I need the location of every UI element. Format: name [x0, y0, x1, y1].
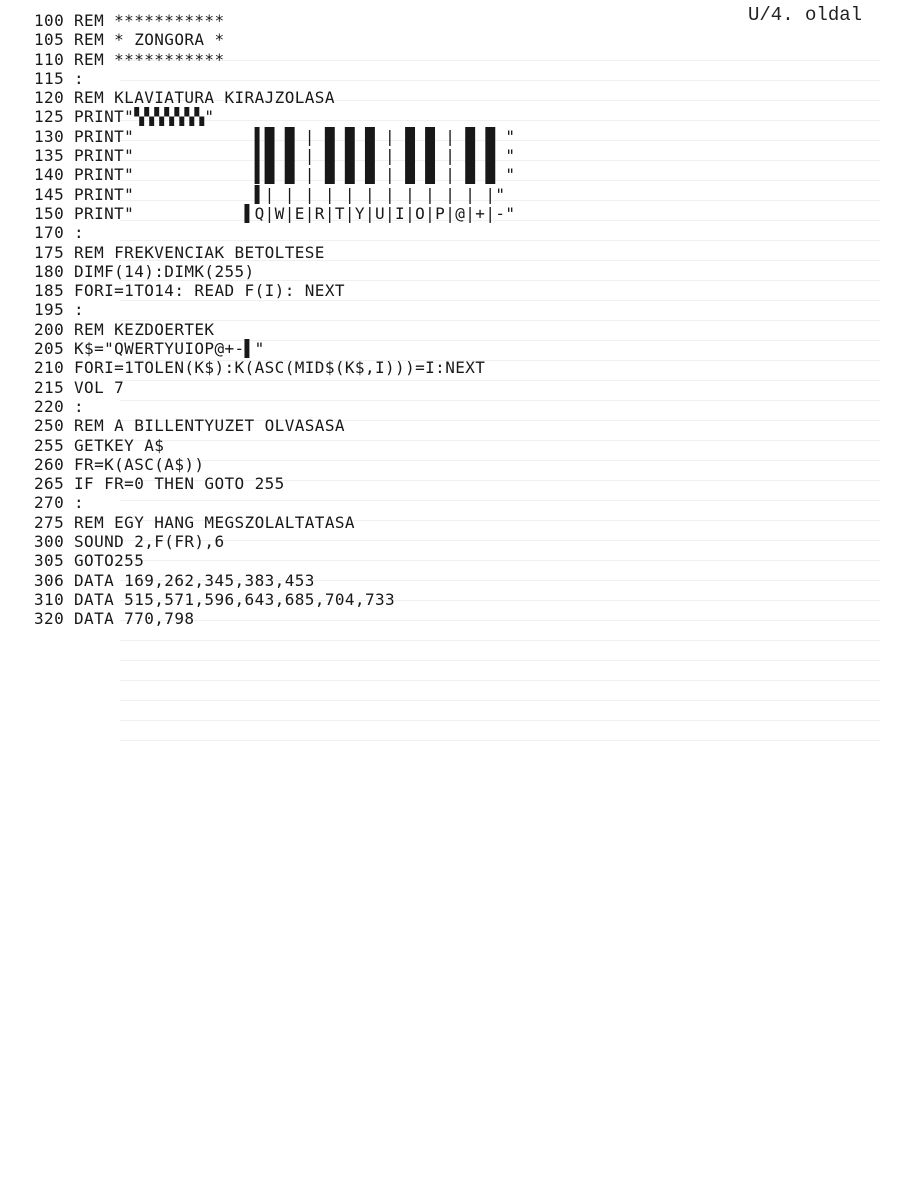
basic-program-listing [34, 11, 674, 629]
code-statement: REM *********** [74, 49, 225, 69]
line-number: 145 [34, 184, 65, 204]
code-line [34, 300, 674, 319]
code-statement: DIMF(14):DIMK(255) [74, 261, 255, 281]
code-statement: PRINT" ▌█ █ | █ █ █ | █ █ | █ █ " [74, 165, 516, 185]
line-number: 135 [34, 146, 65, 166]
code-statement: PRINT" ▌█ █ | █ █ █ | █ █ | █ █ " [74, 126, 516, 146]
line-number: 110 [34, 49, 65, 69]
line-number: 170 [34, 223, 65, 243]
code-line [34, 493, 674, 512]
code-line [34, 146, 674, 165]
code-statement: REM *********** [74, 11, 225, 30]
code-line [34, 551, 674, 570]
code-statement: PRINT" ▌| | | | | | | | | | | |" [74, 184, 506, 204]
code-line [34, 455, 674, 474]
line-number: 305 [34, 551, 65, 571]
code-line [34, 50, 674, 69]
line-number: 195 [34, 300, 65, 320]
line-number: 100 [34, 11, 65, 30]
code-line [34, 532, 674, 551]
code-statement: REM FREKVENCIAK BETOLTESE [74, 242, 325, 262]
code-line [34, 107, 674, 126]
line-number: 310 [34, 589, 65, 609]
code-statement: DATA 770,798 [74, 609, 195, 629]
code-line [34, 397, 674, 416]
line-number: 105 [34, 30, 65, 50]
line-number: 220 [34, 396, 65, 416]
line-number: 260 [34, 454, 65, 474]
code-statement: GOTO255 [74, 551, 145, 571]
line-number: 175 [34, 242, 65, 262]
code-line [34, 571, 674, 590]
code-statement: REM * ZONGORA * [74, 30, 225, 50]
line-number: 306 [34, 570, 65, 590]
code-statement: REM KLAVIATURA KIRAJZOLASA [74, 88, 335, 108]
code-line [34, 416, 674, 435]
code-statement: IF FR=0 THEN GOTO 255 [74, 474, 285, 494]
code-statement: K$="QWERTYUIOP@+-▌" [74, 339, 265, 359]
code-statement: REM KEZDOERTEK [74, 319, 215, 339]
code-line [34, 378, 674, 397]
code-statement: : [74, 223, 85, 243]
code-statement: VOL 7 [74, 377, 125, 397]
code-line [34, 436, 674, 455]
line-number: 255 [34, 435, 65, 455]
code-line [34, 11, 674, 30]
code-line [34, 339, 674, 358]
code-line [34, 69, 674, 88]
code-line [34, 474, 674, 493]
code-line [34, 609, 674, 628]
line-number: 270 [34, 493, 65, 513]
line-number: 210 [34, 358, 65, 378]
code-line [34, 88, 674, 107]
code-line [34, 281, 674, 300]
line-number: 320 [34, 609, 65, 629]
code-line [34, 30, 674, 49]
code-line [34, 223, 674, 242]
code-line [34, 320, 674, 339]
code-statement: PRINT"▚▚▚▚▚▚▚" [74, 107, 215, 127]
code-statement: FR=K(ASC(A$)) [74, 454, 205, 474]
code-statement: SOUND 2,F(FR),6 [74, 532, 225, 552]
code-statement: : [74, 68, 85, 88]
line-number: 265 [34, 474, 65, 494]
code-statement: GETKEY A$ [74, 435, 165, 455]
line-number: 140 [34, 165, 65, 185]
code-line [34, 590, 674, 609]
line-number: 185 [34, 281, 65, 301]
line-number: 215 [34, 377, 65, 397]
code-line [34, 262, 674, 281]
code-statement: REM EGY HANG MEGSZOLALTATASA [74, 512, 355, 532]
line-number: 205 [34, 339, 65, 359]
code-statement: DATA 169,262,345,383,453 [74, 570, 315, 590]
code-statement: : [74, 300, 85, 320]
code-line [34, 127, 674, 146]
code-statement: PRINT" ▌█ █ | █ █ █ | █ █ | █ █ " [74, 146, 516, 166]
code-statement: FORI=1TO14: READ F(I): NEXT [74, 281, 345, 301]
code-statement: PRINT" ▌Q|W|E|R|T|Y|U|I|O|P|@|+|-" [74, 203, 516, 223]
code-statement: : [74, 493, 85, 513]
line-number: 180 [34, 261, 65, 281]
code-line [34, 165, 674, 184]
code-statement: FORI=1TOLEN(K$):K(ASC(MID$(K$,I)))=I:NEXT [74, 358, 486, 378]
page-number-label: U/4. oldal [748, 4, 863, 26]
code-line [34, 358, 674, 377]
line-number: 200 [34, 319, 65, 339]
code-line [34, 185, 674, 204]
code-line [34, 513, 674, 532]
code-line [34, 243, 674, 262]
code-statement: : [74, 396, 85, 416]
line-number: 275 [34, 512, 65, 532]
line-number: 300 [34, 532, 65, 552]
line-number: 115 [34, 68, 65, 88]
line-number: 120 [34, 88, 65, 108]
line-number: 125 [34, 107, 65, 127]
line-number: 130 [34, 126, 65, 146]
line-number: 250 [34, 416, 65, 436]
line-number: 150 [34, 203, 65, 223]
code-statement: DATA 515,571,596,643,685,704,733 [74, 589, 396, 609]
code-line [34, 204, 674, 223]
code-statement: REM A BILLENTYUZET OLVASASA [74, 416, 345, 436]
